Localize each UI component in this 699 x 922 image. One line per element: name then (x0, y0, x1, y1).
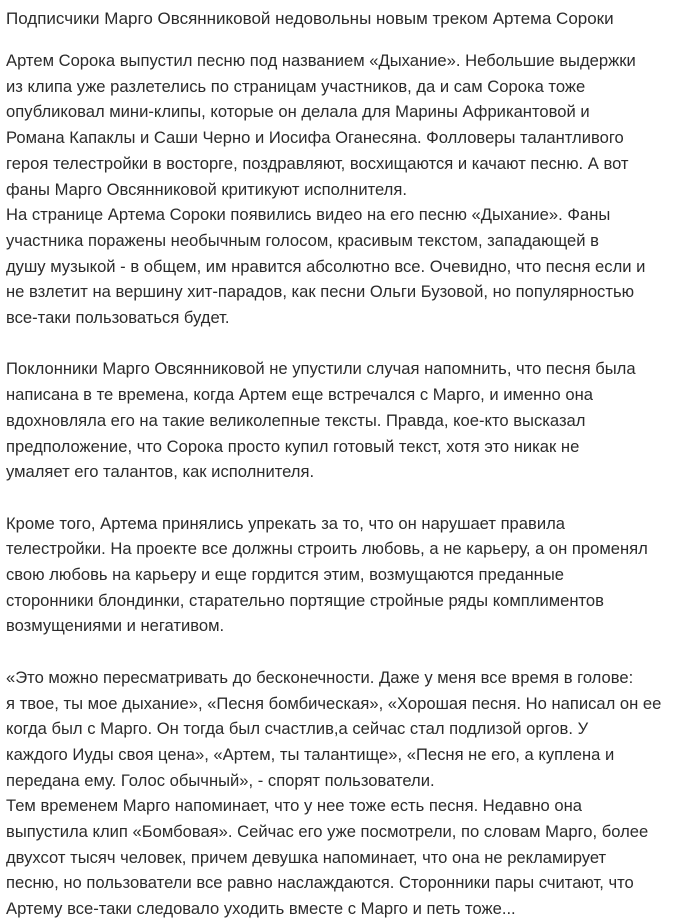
paragraph-spacer (6, 639, 689, 665)
paragraph-5: «Это можно пересматривать до бесконечности. Даже у меня все время в голове: я твое, ты мое дыхание», «Песня бомбическая», «Хорошая песня. Но написал он ее когда был с Марго. Он тогда был счастлив,а сейчас стал подлизой оргов. У каждого Иуды своя цена», «Артем, ты талантище», «Песня не его, а куплена и передана ему. Голос обычный», - спорят пользователи. (6, 667, 662, 790)
paragraph-spacer (6, 485, 689, 511)
paragraph-3: Поклонники Марго Овсянниковой не упустили случая напомнить, что песня была написана в те времена, когда Артем еще встречался с Марго, и именно она вдохновляла его на такие великолепные тексты. Правда, кое-кто высказал предположение, что Сорока просто купил готовый текст, хотя это никак не умаляет его талантов, как исполнителя. (6, 359, 636, 482)
paragraph-4: Кроме того, Артема принялись упрекать за то, что он нарушает правила телестройки. На проекте все должны строить любовь, а не карьеру, а он променял свою любовь на карьеру и еще гордится этим, возмущаются преданные сторонники блондинки, старательно портящие стройные ряды комплиментов возмущениями и негативом. (6, 513, 648, 636)
paragraph-2: На странице Артема Сороки появились видео на его песню «Дыхание». Фаны участника поражены необычным голосом, красивым текстом, западающей в душу музыкой - в общем, им нравится абсолютно все. Очевидно, что песня если и не взлетит на вершину хит-парадов, как песни Ольги Бузовой, но популярностью все-таки пользоваться будет. (6, 205, 646, 328)
paragraph-6: Тем временем Марго напоминает, что у нее тоже есть песня. Недавно она выпустила клип «Бомбовая». Сейчас его уже посмотрели, по словам Марго, более двухсот тысяч человек, причем девушка напоминает, что она не рекламирует песню, но пользователи все равно наслаждаются. Сторонники пары считают, что Артему все-таки следовало уходить вместе с Марго и петь тоже... (6, 796, 649, 919)
paragraph-1: Артем Сорока выпустил песню под названием «Дыхание». Небольшие выдержки из клипа уже разлетелись по страницам участников, да и сам Сорока тоже опубликовал мини-клипы, которые он делала для Марины Африкантовой и Романа Капаклы и Саши Черно и Иосифа Оганесяна. Фолловеры талантливого героя телестройки в восторге, поздравляют, восхищаются и качают песню. А вот фаны Марго Овсянниковой критикуют исполнителя. (6, 51, 636, 199)
article-title: Подписчики Марго Овсянниковой недовольны новым треком Артема Сороки (6, 9, 614, 28)
paragraph-spacer (6, 331, 689, 357)
